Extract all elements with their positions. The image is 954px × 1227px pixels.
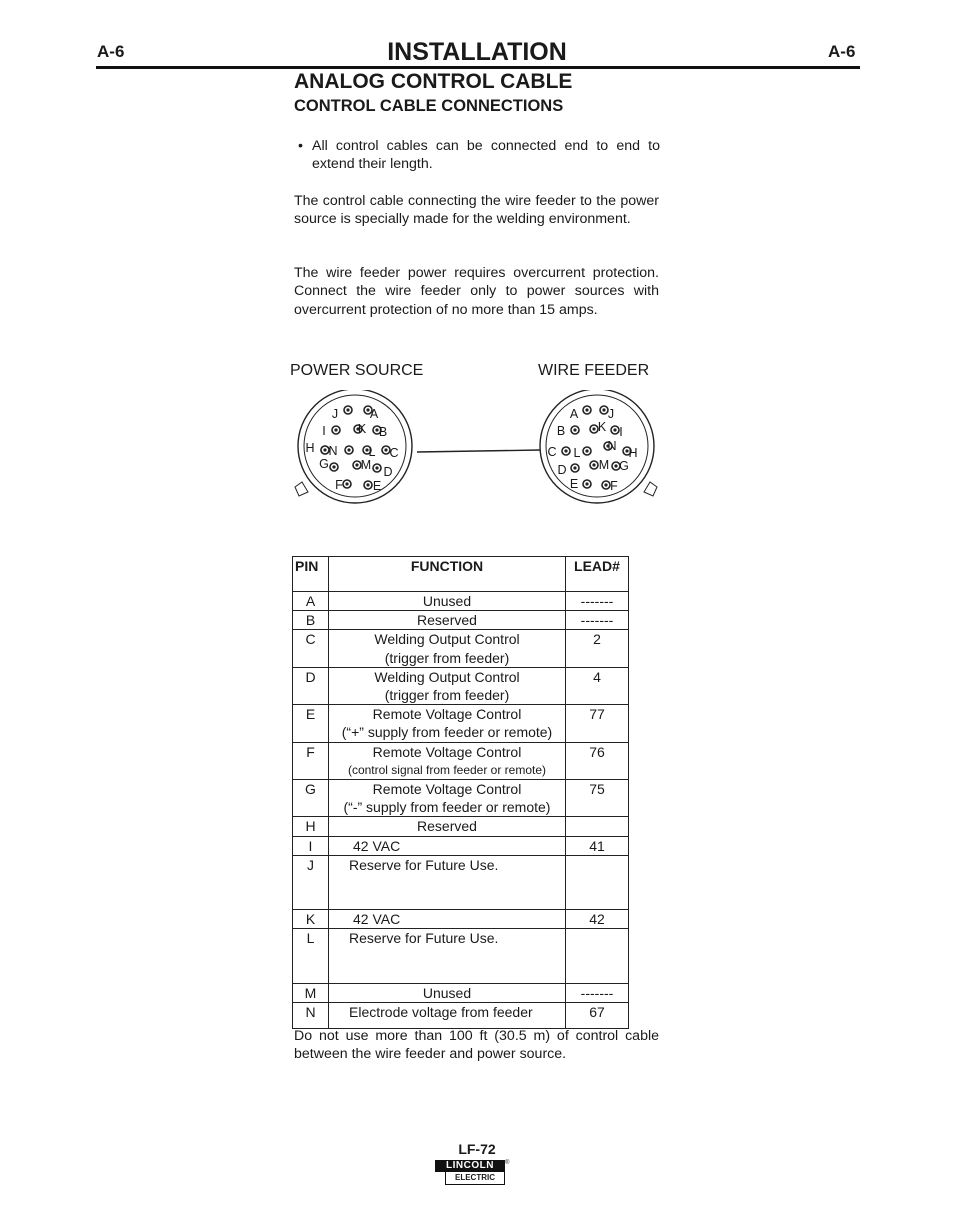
pin-cell: B: [293, 611, 329, 630]
pin-cell: J: [293, 855, 329, 909]
pin-k-center: [592, 427, 595, 430]
table-row: [293, 592, 629, 611]
pin-n-center: [323, 448, 326, 451]
pin-c-center: [384, 448, 387, 451]
pin-b-center: [573, 428, 576, 431]
pin-j-center: [346, 408, 349, 411]
table-row: [293, 929, 629, 984]
pin-e-center: [366, 483, 369, 486]
pin-letter-m: M: [598, 458, 610, 472]
table-header-row: [293, 557, 629, 592]
function-cell: 42 VAC: [329, 909, 566, 928]
lead-cell: 77: [566, 705, 629, 742]
pin-cell: H: [293, 817, 329, 836]
wire-feeder-label: WIRE FEEDER: [538, 362, 650, 379]
lead-cell: 75: [566, 780, 629, 817]
pin-g-center: [614, 464, 617, 467]
function-cell: [329, 780, 566, 817]
table-row: [293, 742, 629, 779]
pin-function-table: [292, 556, 629, 1029]
lead-cell: 42: [566, 909, 629, 928]
function-line: Remote Voltage Control: [372, 743, 522, 760]
paragraph-overcurrent: The wire feeder power requires overcurrent protection. Connect the wire feeder only to power sources with overcurrent protection of no more than 15 amps.: [294, 265, 659, 318]
function-detail: (“+” supply from feeder or remote): [341, 724, 553, 741]
table-row: [293, 984, 629, 1003]
pin-letter-h: H: [305, 441, 315, 455]
table-row: [293, 780, 629, 817]
function-cell: [329, 667, 566, 704]
pin-i-center: [334, 428, 337, 431]
table-row: [293, 705, 629, 742]
function-detail: (“-” supply from feeder or remote): [343, 799, 551, 816]
function-cell: Reserved: [329, 611, 566, 630]
header-function: FUNCTION: [329, 557, 566, 592]
table-row: [293, 630, 629, 667]
pin-letter-m: M: [360, 458, 372, 472]
function-detail: (trigger from feeder): [384, 687, 510, 704]
pin-letter-f: F: [610, 479, 618, 493]
pin-d-center: [375, 466, 378, 469]
pin-letter-c: C: [389, 446, 399, 460]
function-cell: Reserve for Future Use.: [329, 929, 566, 984]
section-title: ANALOG CONTROL CABLE: [294, 70, 573, 93]
pin-f-center: [345, 482, 348, 485]
pin-letter-e: E: [372, 479, 382, 493]
pin-cell: I: [293, 836, 329, 855]
table-row: [293, 667, 629, 704]
pin-letter-i: I: [322, 424, 326, 438]
pin-cell: D: [293, 667, 329, 704]
connector-diagram: [290, 390, 670, 510]
wire-feeder-connector: [540, 390, 657, 503]
lead-cell: -------: [566, 984, 629, 1003]
function-cell: [329, 630, 566, 667]
pin-l-center: [585, 449, 588, 452]
pin-letter-c: C: [547, 445, 557, 459]
logo-bottom-text: ELECTRIC: [445, 1172, 505, 1185]
function-line: Welding Output Control: [374, 631, 520, 648]
pin-letter-h: H: [628, 446, 638, 460]
pin-cell: L: [293, 929, 329, 984]
pin-m-center: [592, 463, 595, 466]
function-cell: Unused: [329, 984, 566, 1003]
table-row: [293, 817, 629, 836]
pin-letter-e: E: [569, 477, 579, 491]
function-line: Remote Voltage Control: [372, 781, 522, 798]
lead-cell: 67: [566, 1003, 629, 1029]
pin-letter-d: D: [383, 465, 393, 479]
pin-letter-b: B: [556, 424, 566, 438]
pin-letter-l: L: [368, 445, 376, 459]
pin-n-adjacent-center: [347, 448, 350, 451]
pin-cell: C: [293, 630, 329, 667]
pin-letter-a: A: [569, 407, 579, 421]
pin-c-center: [564, 449, 567, 452]
paragraph-cable: The control cable connecting the wire feeder to the power source is specially made for the welding environment.: [294, 193, 659, 228]
pin-letter-i: I: [619, 425, 623, 439]
pin-cell: M: [293, 984, 329, 1003]
pin-cell: N: [293, 1003, 329, 1029]
pin-letter-k: K: [597, 420, 607, 434]
pin-d-center: [573, 466, 576, 469]
lead-cell: -------: [566, 592, 629, 611]
lead-cell: [566, 817, 629, 836]
pin-letter-j: J: [331, 407, 339, 421]
registered-mark-icon: ®: [505, 1160, 510, 1166]
function-cell: [329, 742, 566, 779]
lead-cell: 2: [566, 630, 629, 667]
pin-letter-n: N: [607, 439, 617, 453]
header-rule: [96, 66, 860, 69]
pin-letter-d: D: [557, 463, 567, 477]
pin-cell: A: [293, 592, 329, 611]
lead-cell: 41: [566, 836, 629, 855]
pin-letter-j: J: [607, 407, 615, 421]
pin-a-center: [585, 408, 588, 411]
header-pin: PIN: [293, 557, 329, 592]
function-cell: Unused: [329, 592, 566, 611]
pin-letter-g: G: [319, 457, 329, 471]
pin-e-center: [585, 482, 588, 485]
pin-letter-g: G: [619, 459, 629, 473]
function-cell: Reserved: [329, 817, 566, 836]
pin-j-center: [602, 408, 605, 411]
pin-cell: K: [293, 909, 329, 928]
pin-letter-l: L: [573, 446, 581, 460]
function-detail: (trigger from feeder): [384, 649, 510, 666]
pin-m-center: [355, 463, 358, 466]
pin-letter-a: A: [369, 407, 379, 421]
pin-letter-k: K: [357, 422, 367, 436]
table-row: [293, 836, 629, 855]
table-row: [293, 909, 629, 928]
model-number: LF-72: [458, 1141, 496, 1157]
function-cell: Electrode voltage from feeder: [329, 1003, 566, 1029]
lincoln-electric-logo: [435, 1160, 509, 1186]
function-cell: 42 VAC: [329, 836, 566, 855]
page-number-left: A-6: [97, 42, 125, 61]
lead-cell: [566, 855, 629, 909]
function-cell: Reserve for Future Use.: [329, 855, 566, 909]
table-row: [293, 855, 629, 909]
function-cell: [329, 705, 566, 742]
pin-letter-b: B: [378, 425, 388, 439]
pin-cell: G: [293, 780, 329, 817]
pin-i-center: [613, 428, 616, 431]
power-source-label: POWER SOURCE: [290, 362, 424, 379]
control-cable-line: [417, 450, 540, 452]
bullet-item: • All control cables can be connected end to end to extend their length.: [298, 138, 660, 173]
logo-top-text: LINCOLN: [435, 1160, 505, 1172]
pin-f-center: [604, 483, 607, 486]
function-line: Remote Voltage Control: [372, 706, 522, 723]
lead-cell: 76: [566, 742, 629, 779]
pin-cell: F: [293, 742, 329, 779]
table-row: [293, 1003, 629, 1029]
lead-cell: 4: [566, 667, 629, 704]
function-line: Welding Output Control: [374, 668, 520, 685]
page-title: INSTALLATION: [387, 38, 567, 66]
table-row: [293, 611, 629, 630]
section-subtitle: CONTROL CABLE CONNECTIONS: [294, 97, 564, 115]
lead-cell: -------: [566, 611, 629, 630]
lead-cell: [566, 929, 629, 984]
pin-letter-n: N: [328, 444, 338, 458]
pin-cell: E: [293, 705, 329, 742]
pin-g-center: [332, 465, 335, 468]
bullet-text: All control cables can be connected end to end to extend their length.: [312, 138, 660, 173]
page-number-right: A-6: [828, 42, 856, 61]
header-lead: LEAD#: [566, 557, 629, 592]
cable-length-note: Do not use more than 100 ft (30.5 m) of control cable between the wire feeder and power source.: [294, 1028, 659, 1063]
pin-letter-f: F: [335, 478, 343, 492]
function-detail: (control signal from feeder or remote): [347, 762, 547, 777]
